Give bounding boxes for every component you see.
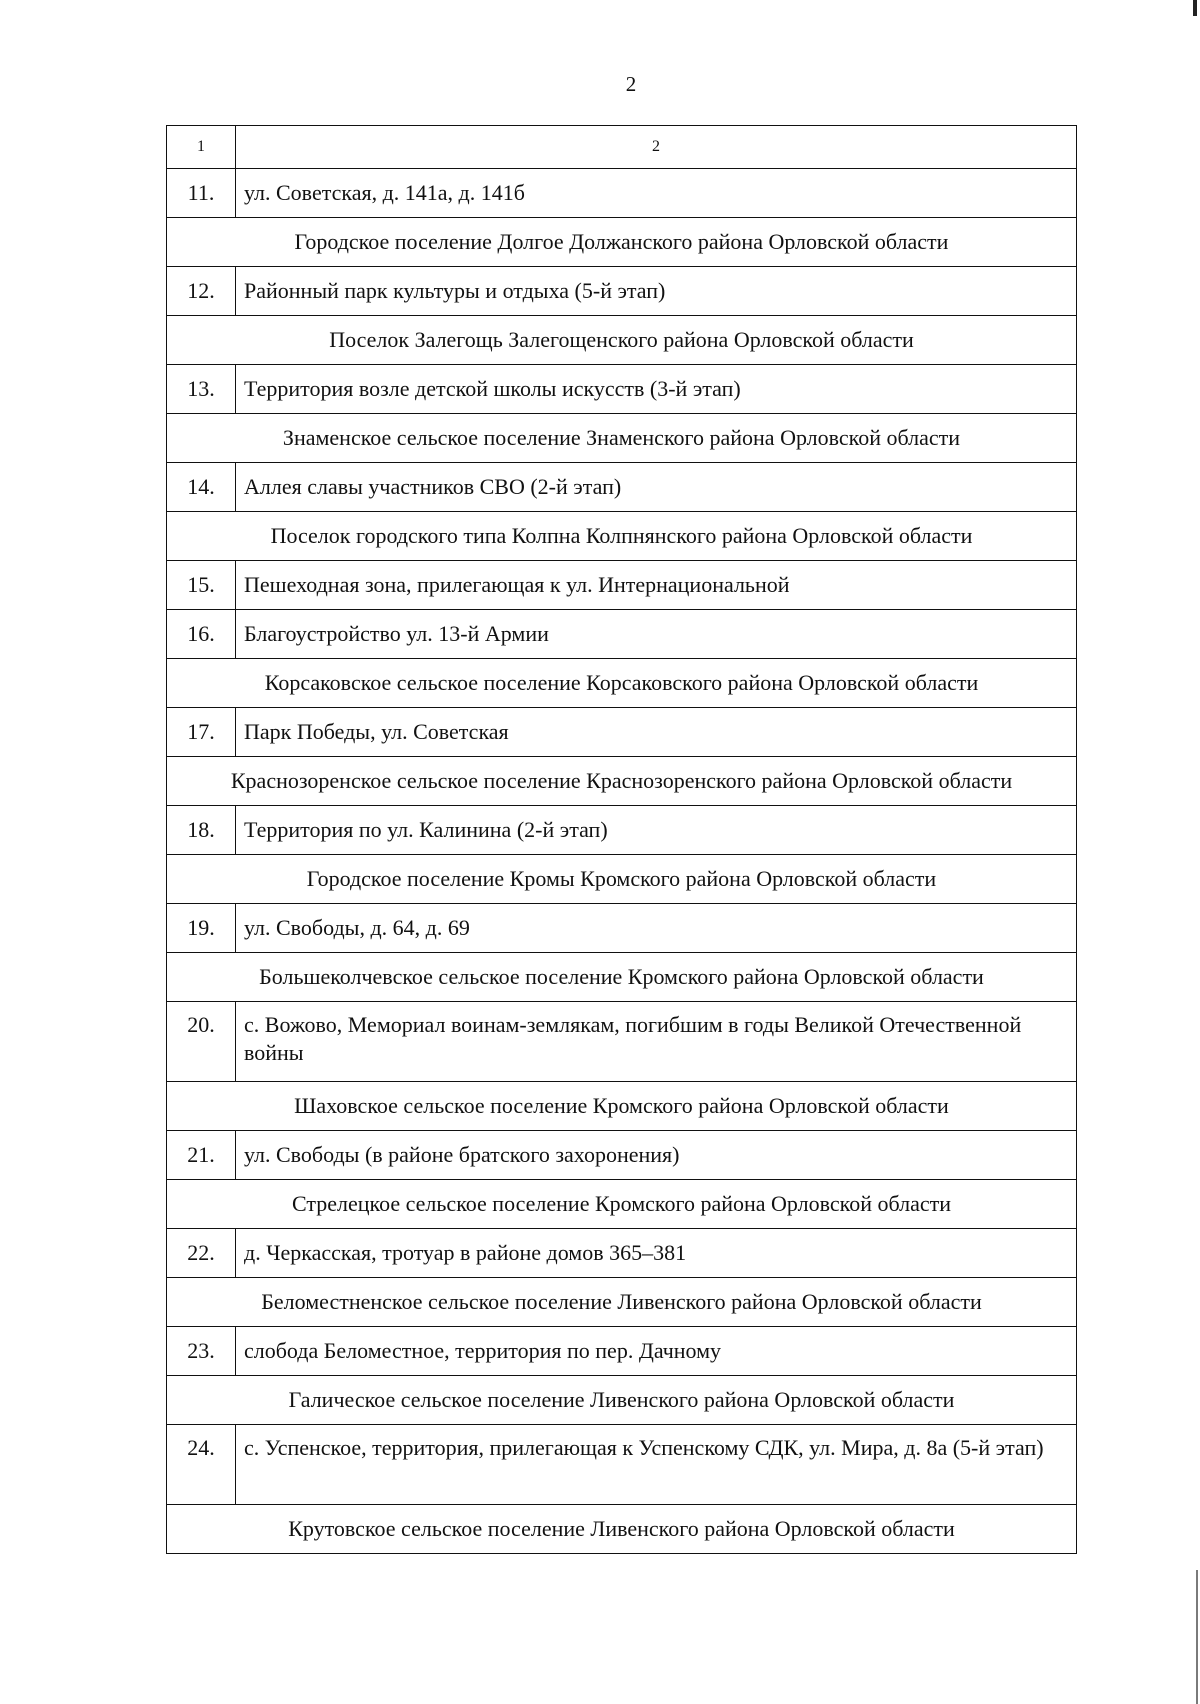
row-text: ул. Свободы (в районе братского захоронения) <box>236 1131 1077 1180</box>
row-number: 17. <box>167 708 236 757</box>
row-text: д. Черкасская, тротуар в районе домов 365–381 <box>236 1229 1077 1278</box>
scan-mark <box>1196 1570 1198 1704</box>
table-row <box>167 365 1077 414</box>
section-heading: Шаховское сельское поселение Кромского района Орловской области <box>167 1082 1077 1131</box>
scan-mark <box>1193 0 1197 16</box>
section-row <box>167 1505 1077 1554</box>
column-description-header: 2 <box>236 126 1077 169</box>
section-heading: Знаменское сельское поселение Знаменского района Орловской области <box>167 414 1077 463</box>
table-row <box>167 267 1077 316</box>
table-row <box>167 1131 1077 1180</box>
section-heading: Поселок Залегощь Залегощенского района Орловской области <box>167 316 1077 365</box>
row-number: 14. <box>167 463 236 512</box>
row-number: 16. <box>167 610 236 659</box>
section-row <box>167 1376 1077 1425</box>
table-header-row <box>167 126 1077 169</box>
row-number: 20. <box>167 1002 236 1082</box>
row-number: 12. <box>167 267 236 316</box>
section-row <box>167 1082 1077 1131</box>
table-row <box>167 1425 1077 1505</box>
row-number: 24. <box>167 1425 236 1505</box>
row-text: с. Успенское, территория, прилегающая к Успенскому СДК, ул. Мира, д. 8а (5-й этап) <box>236 1425 1077 1505</box>
row-text: Территория возле детской школы искусств (3-й этап) <box>236 365 1077 414</box>
table-row <box>167 708 1077 757</box>
page-number: 2 <box>625 72 637 96</box>
row-text: с. Вожово, Мемориал воинам-землякам, погибшим в годы Великой Отечественной войны <box>236 1002 1077 1082</box>
row-number: 23. <box>167 1327 236 1376</box>
section-heading: Корсаковское сельское поселение Корсаковского района Орловской области <box>167 659 1077 708</box>
section-row <box>167 218 1077 267</box>
section-heading: Краснозоренское сельское поселение Краснозоренского района Орловской области <box>167 757 1077 806</box>
table-row <box>167 1229 1077 1278</box>
table-row <box>167 1327 1077 1376</box>
row-text: Благоустройство ул. 13-й Армии <box>236 610 1077 659</box>
section-row <box>167 1278 1077 1327</box>
row-number: 15. <box>167 561 236 610</box>
table-row <box>167 1002 1077 1082</box>
document-table <box>166 125 1077 1554</box>
row-text: Аллея славы участников СВО (2-й этап) <box>236 463 1077 512</box>
section-row <box>167 757 1077 806</box>
row-text: слобода Беломестное, территория по пер. Дачному <box>236 1327 1077 1376</box>
column-number-header: 1 <box>167 126 236 169</box>
row-number: 22. <box>167 1229 236 1278</box>
section-heading: Городское поселение Кромы Кромского района Орловской области <box>167 855 1077 904</box>
section-heading: Большеколчевское сельское поселение Кромского района Орловской области <box>167 953 1077 1002</box>
section-row <box>167 855 1077 904</box>
row-text: Районный парк культуры и отдыха (5-й этап) <box>236 267 1077 316</box>
row-text: Пешеходная зона, прилегающая к ул. Интернациональной <box>236 561 1077 610</box>
section-heading: Беломестненское сельское поселение Ливенского района Орловской области <box>167 1278 1077 1327</box>
table-row <box>167 806 1077 855</box>
section-row <box>167 953 1077 1002</box>
section-row <box>167 659 1077 708</box>
section-heading: Стрелецкое сельское поселение Кромского района Орловской области <box>167 1180 1077 1229</box>
table-row <box>167 169 1077 218</box>
row-number: 11. <box>167 169 236 218</box>
row-text: Парк Победы, ул. Советская <box>236 708 1077 757</box>
row-number: 19. <box>167 904 236 953</box>
table-row <box>167 561 1077 610</box>
row-number: 18. <box>167 806 236 855</box>
section-row <box>167 1180 1077 1229</box>
section-row <box>167 316 1077 365</box>
table-row <box>167 904 1077 953</box>
section-row <box>167 512 1077 561</box>
section-heading: Крутовское сельское поселение Ливенского района Орловской области <box>167 1505 1077 1554</box>
row-text: Территория по ул. Калинина (2-й этап) <box>236 806 1077 855</box>
section-row <box>167 414 1077 463</box>
row-number: 21. <box>167 1131 236 1180</box>
section-heading: Галическое сельское поселение Ливенского района Орловской области <box>167 1376 1077 1425</box>
row-number: 13. <box>167 365 236 414</box>
table-row <box>167 463 1077 512</box>
row-text: ул. Советская, д. 141а, д. 141б <box>236 169 1077 218</box>
section-heading: Городское поселение Долгое Должанского района Орловской области <box>167 218 1077 267</box>
section-heading: Поселок городского типа Колпна Колпнянского района Орловской области <box>167 512 1077 561</box>
table-row <box>167 610 1077 659</box>
row-text: ул. Свободы, д. 64, д. 69 <box>236 904 1077 953</box>
